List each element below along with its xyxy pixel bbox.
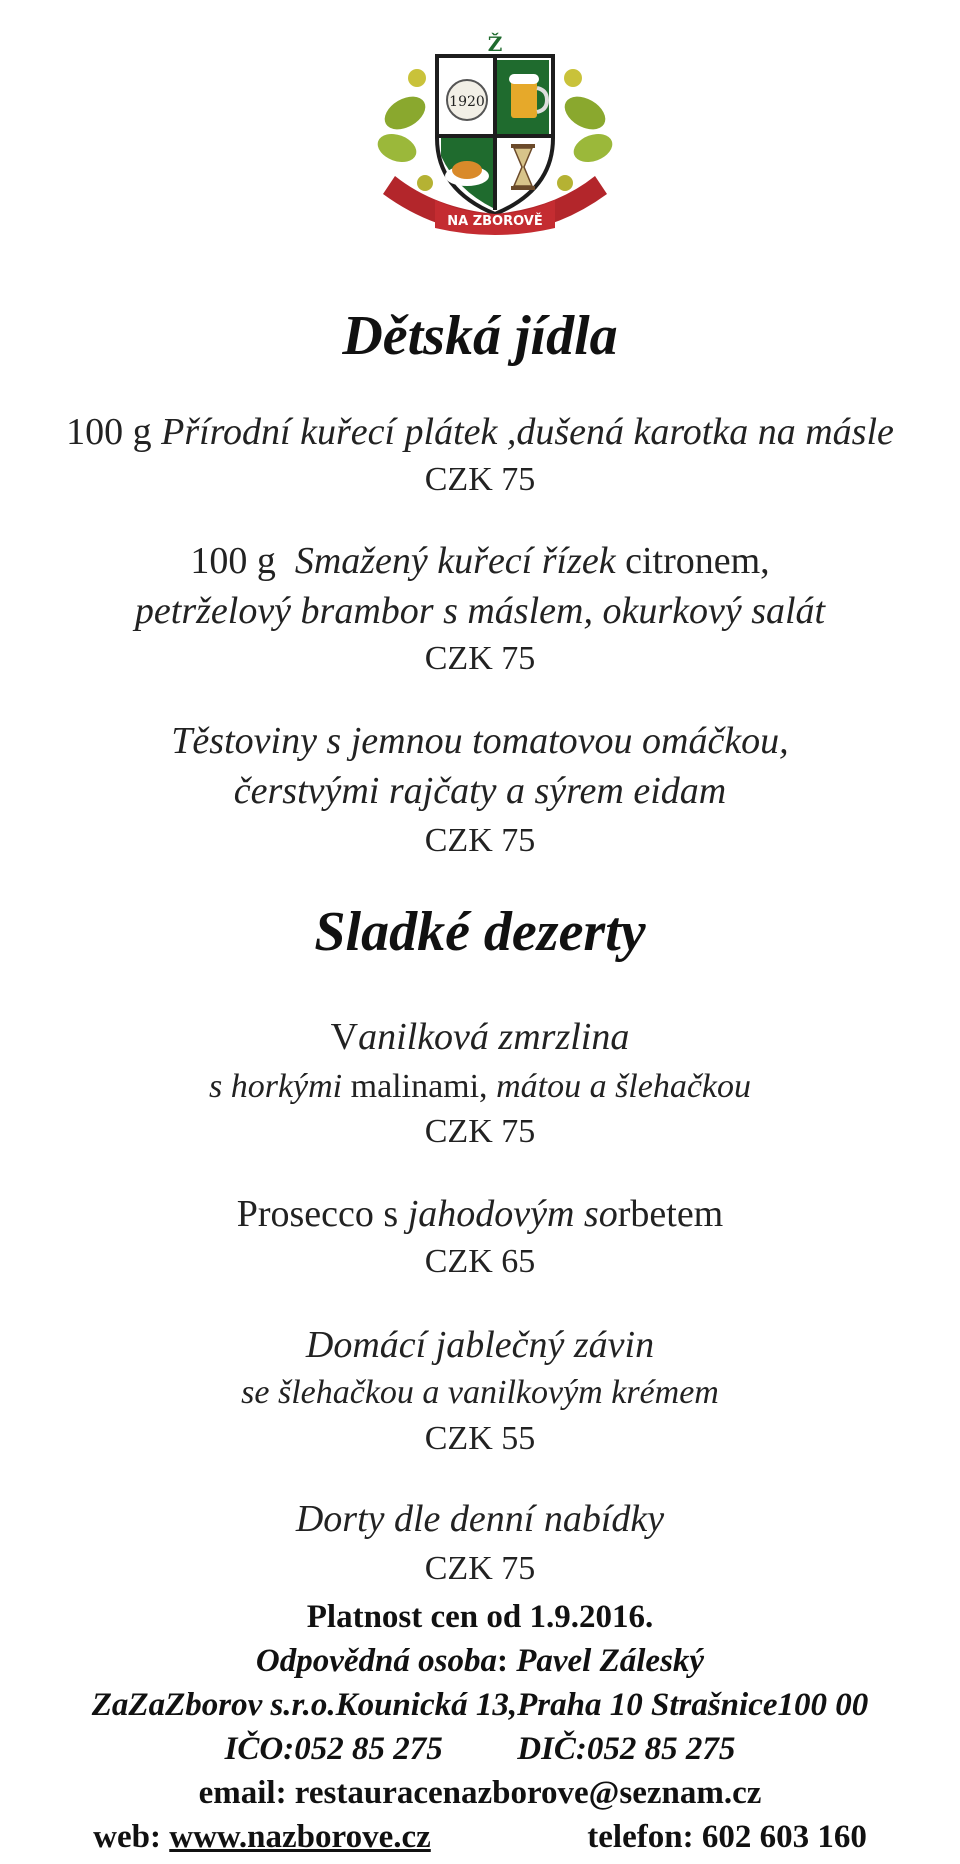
responsible-person [0, 1645, 960, 1678]
crest-letter: Ž [487, 32, 503, 56]
responsible-person-colon: : [496, 1643, 508, 1679]
dessert-1-desc-part-3: mátou a šlehačkou [496, 1068, 752, 1105]
dessert-1-title [0, 1018, 960, 1056]
crest-year: 1920 [449, 94, 485, 110]
email-contact: email: restauracenazborove@seznam.cz [198, 1775, 762, 1811]
kids-item-2-title [0, 542, 960, 580]
company-address [0, 1689, 960, 1722]
dessert-1-desc-part-2: malinami, [350, 1068, 488, 1105]
web-and-phone [0, 1821, 960, 1854]
dessert-1-desc-part-1: s horkými [208, 1068, 343, 1105]
responsible-person-label: Odpovědná osoba [255, 1643, 497, 1679]
ico-number: IČO:052 85 275 [224, 1731, 443, 1767]
dessert-1-title-initial: V [330, 1016, 359, 1058]
dic-number: DIČ:052 85 275 [517, 1731, 736, 1767]
dessert-3-title: Domácí jablečný závin [305, 1324, 655, 1366]
kids-item-2-name: Smažený kuřecí řízek [294, 540, 616, 582]
dessert-4-price: CZK 75 [424, 1550, 536, 1587]
kids-item-2-description: petrželový brambor s máslem, okurkový salát [134, 590, 826, 632]
dessert-1-title-rest: anilková zmrzlina [358, 1016, 630, 1058]
dessert-2-title-part-3: rbetem [617, 1193, 724, 1235]
dessert-2-title [0, 1195, 960, 1233]
web-label: web: [93, 1819, 161, 1855]
kids-item-3-description: čerstvými rajčaty a sýrem eidam [233, 770, 727, 812]
dessert-1-price: CZK 75 [424, 1113, 536, 1150]
kids-item-3-title: Těstoviny s jemnou tomatovou omáčkou, [171, 720, 789, 762]
dessert-2-title-part-1: Prosecco s [236, 1193, 399, 1235]
dessert-2-price: CZK 65 [424, 1243, 536, 1280]
responsible-person-name: Pavel Záleský [516, 1643, 705, 1679]
dessert-2-title-part-2: jahodovým so [407, 1193, 618, 1235]
price-validity-note: Platnost cen od 1.9.2016. [306, 1599, 654, 1635]
kids-menu-heading: Dětská jídla [342, 305, 618, 367]
kids-item-1-title [0, 413, 960, 451]
kids-item-1-name: Přírodní kuřecí plátek ,dušená karotka na másle [161, 411, 894, 453]
kids-item-3-price: CZK 75 [424, 822, 536, 859]
street-address: Kounická 13,Praha 10 Strašnice100 00 [335, 1687, 869, 1723]
crest-banner-text: NA ZBOROVĚ [447, 214, 543, 229]
dessert-3-description: se šlehačkou a vanilkovým krémem [241, 1374, 719, 1411]
dessert-3-price: CZK 55 [424, 1420, 536, 1457]
kids-item-1-price: CZK 75 [424, 461, 536, 498]
dessert-1-description [0, 1070, 960, 1104]
phone-number: telefon: 602 603 160 [587, 1819, 867, 1855]
desserts-heading: Sladké dezerty [314, 901, 646, 963]
dessert-4-title: Dorty dle denní nabídky [295, 1498, 665, 1540]
kids-item-2-weight: 100 g [190, 540, 276, 582]
kids-item-1-weight: 100 g [66, 411, 152, 453]
kids-item-2-rest: citronem, [625, 540, 770, 582]
website-link[interactable]: www.nazborove.cz [169, 1819, 431, 1855]
restaurant-crest-logo [375, 18, 615, 240]
kids-item-2-price: CZK 75 [424, 640, 536, 677]
tax-ids [0, 1733, 960, 1766]
company-name: ZaZaZborov s.r.o. [91, 1687, 336, 1723]
